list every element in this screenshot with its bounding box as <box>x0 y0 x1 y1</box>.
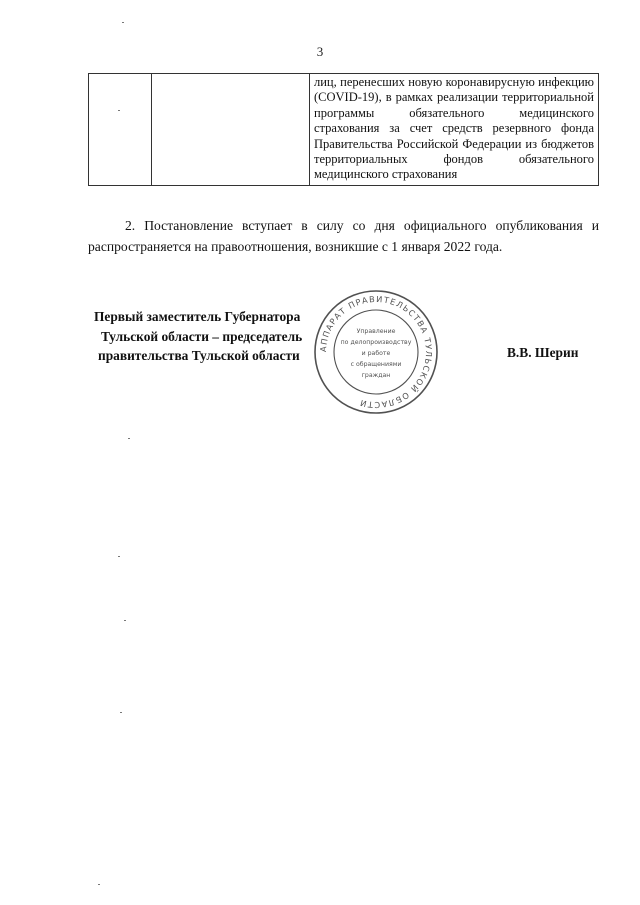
continuation-table <box>88 73 599 186</box>
signatory-position-line: правительства Тульской области <box>98 348 300 363</box>
stamp-center-line: Управление <box>356 328 396 335</box>
table-cell-name <box>152 74 310 186</box>
scan-speck <box>98 884 100 885</box>
scan-speck <box>128 438 130 439</box>
scan-speck <box>118 556 120 557</box>
stamp-center-line: и работе <box>361 350 391 357</box>
scan-speck <box>122 22 124 23</box>
signatory-position-line: Первый заместитель Губернатора <box>94 309 301 324</box>
stamp-center-line: с обращениями <box>350 361 402 368</box>
table-cell-number <box>89 74 152 186</box>
signatory-position-line: Тульской области – председатель <box>101 328 303 344</box>
official-stamp <box>313 289 439 415</box>
paragraph-effective-date: 2. Постановление вступает в силу со дня официального опубликования и распространяется на правоотношения, возникшие с 1 января 2022 года. <box>88 218 599 254</box>
stamp-ring-text: АППАРАТ ПРАВИТЕЛЬСТВА ТУЛЬСКОЙ ОБЛАСТИ <box>317 293 435 411</box>
scan-speck <box>120 712 122 713</box>
page-number: 3 <box>316 44 324 59</box>
scan-speck <box>124 620 126 621</box>
table-cell-description: лиц, перенесших новую коронавирусную инфекцию (COVID-19), в рамках реализации территориальной программы обязательного медицинского страхования за счет средств резервного фонда Правительства Российской Федерации из бюджетов территориальных фондов обязательного медицинского страхования <box>310 74 599 186</box>
stamp-center-line: граждан <box>361 372 391 379</box>
signatory-name: В.В. Шерин <box>507 345 579 360</box>
stamp-center-line: по делопроизводству <box>340 339 412 346</box>
stamp-center-text <box>341 328 412 379</box>
scan-speck <box>118 110 120 111</box>
table-row <box>89 74 599 186</box>
signatory-position <box>94 307 302 366</box>
